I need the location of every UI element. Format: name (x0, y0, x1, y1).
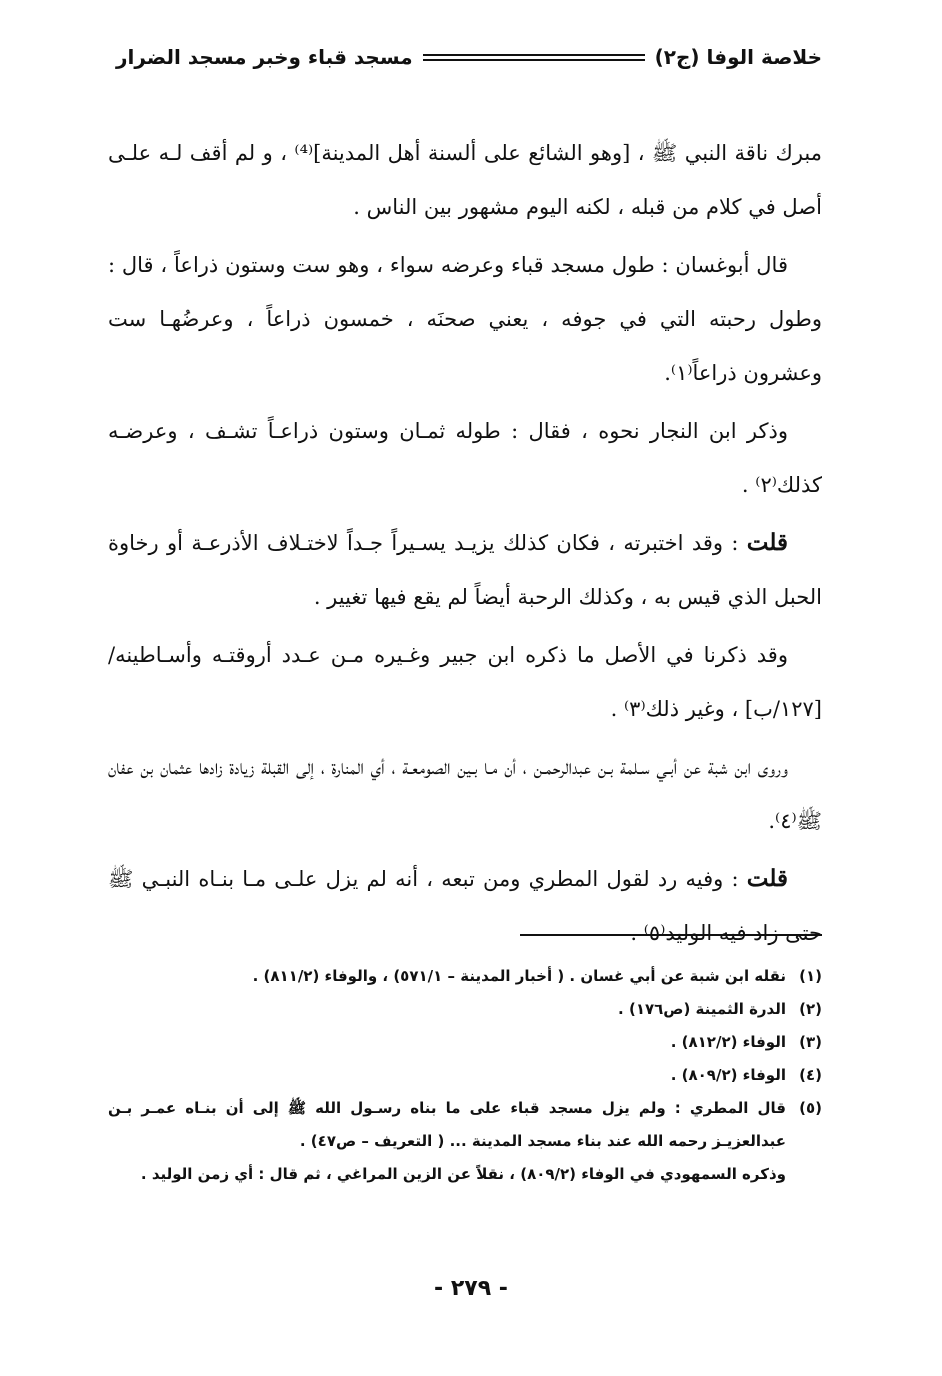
footnote (108, 993, 822, 1026)
header-rule (423, 54, 645, 61)
paragraph-text: مبرك ناقة النبي ﷺ ، [وهو الشائع على ألسنة أهل المدينة]⁽⁴⁾ ، و لم أقف لـه علـى أصل في كلام من قبله ، لكنه اليوم مشهور بين الناس . (108, 141, 822, 219)
footnote-text: الوفاء (٨١٢/٢) . (670, 1033, 786, 1051)
paragraph (108, 404, 822, 512)
footnote-number: (١) (799, 967, 822, 985)
footnote (108, 1092, 822, 1158)
paragraph (108, 628, 822, 736)
paragraph-text: : وفيه رد لقول المطري ومن تبعه ، أنه لم يزل علـى مـا بنـاه النبـي ﷺ حتى زاد فيه الوليد⁽٥⁾ . (108, 867, 822, 945)
footnote-number: (٥) (799, 1099, 822, 1117)
paragraph (108, 740, 822, 848)
running-header (116, 40, 822, 74)
footnote (108, 1026, 822, 1059)
qult-lead: قلت (746, 865, 788, 892)
footnote-continuation: وذكره السمهودي في الوفاء (٨٠٩/٢) ، نقلاً عن الزين المراغي ، ثم قال : أي زمن الوليد . (140, 1165, 786, 1183)
paragraph-text: وروى ابن شبة عن أبـي سـلمة بـن عبدالرحمـن ، أن مـا بـين الصومعـة ، أي المنارة ، إلى القبلة زيادة زادها عثمان بن عفان ﷺ⁽٤⁾. (108, 755, 822, 833)
paragraph (108, 516, 822, 624)
paragraph-text: : وقد اختبرته ، فكان كذلك يزيـد يسـيراً جـداً لاختـلاف الأذرعـة أو رخاوة الحبل الذي قيس به ، وكذلك الرحبة أيضاً لم يقع فيها تغيير . (108, 531, 822, 609)
footnote-text: الوفاء (٨٠٩/٢) . (670, 1066, 786, 1084)
header-chapter-title: مسجد قباء وخبر مسجد الضرار (116, 45, 413, 69)
footnote-text: نقله ابن شبة عن أبي غسان . ( أخبار المدينة – ٥٧١/١) ، والوفاء (٨١١/٢) . (252, 967, 786, 985)
qult-lead: قلت (746, 529, 788, 556)
paragraph-text: قال أبوغسان : طول مسجد قباء وعرضه سواء ، وهو ست وستون ذراعاً ، قال : وطول رحبته التي في جوفه ، يعني صحنَه ، خمسون ذراعاً ، وعرضُهـا ست وعشرون ذراعاً⁽١⁾. (108, 253, 822, 385)
footnote-text: قال المطري : ولم يزل مسجد قباء على ما بناه رسـول الله ﷺ إلى أن بنـاه عمـر بـن عبدالعزيـز رحمه الله عند بناء مسجد المدينة ... ( التعريف – ص٤٧) . (108, 1099, 786, 1150)
footnote-separator (520, 934, 822, 936)
main-text (108, 126, 822, 964)
footnote-number: (٢) (799, 1000, 822, 1018)
footnote (108, 1059, 822, 1092)
footnotes (108, 960, 822, 1191)
paragraph (108, 852, 822, 960)
paragraph (108, 126, 822, 234)
header-book-title: خلاصة الوفا (ج٢) (654, 45, 822, 69)
footnote (108, 960, 822, 993)
paragraph-text: وقد ذكرنا في الأصل ما ذكره ابن جبير وغـيره مـن عـدد أروقتـه وأسـاطينه/ [١٢٧/ب] ، وغير ذلك⁽٣⁾ . (108, 643, 822, 721)
page-number: - ٢٧٩ - (434, 1276, 508, 1301)
paragraph (108, 238, 822, 400)
footnote-number: (٤) (799, 1066, 822, 1084)
footnote-text: الدرة الثمينة (ص١٧٦) . (618, 1000, 786, 1018)
footnote-number: (٣) (799, 1033, 822, 1051)
paragraph-text: وذكر ابن النجار نحوه ، فقال : طوله ثمـان وستون ذراعـاً تشـف ، وعرضـه كذلك⁽٢⁾ . (108, 419, 822, 497)
